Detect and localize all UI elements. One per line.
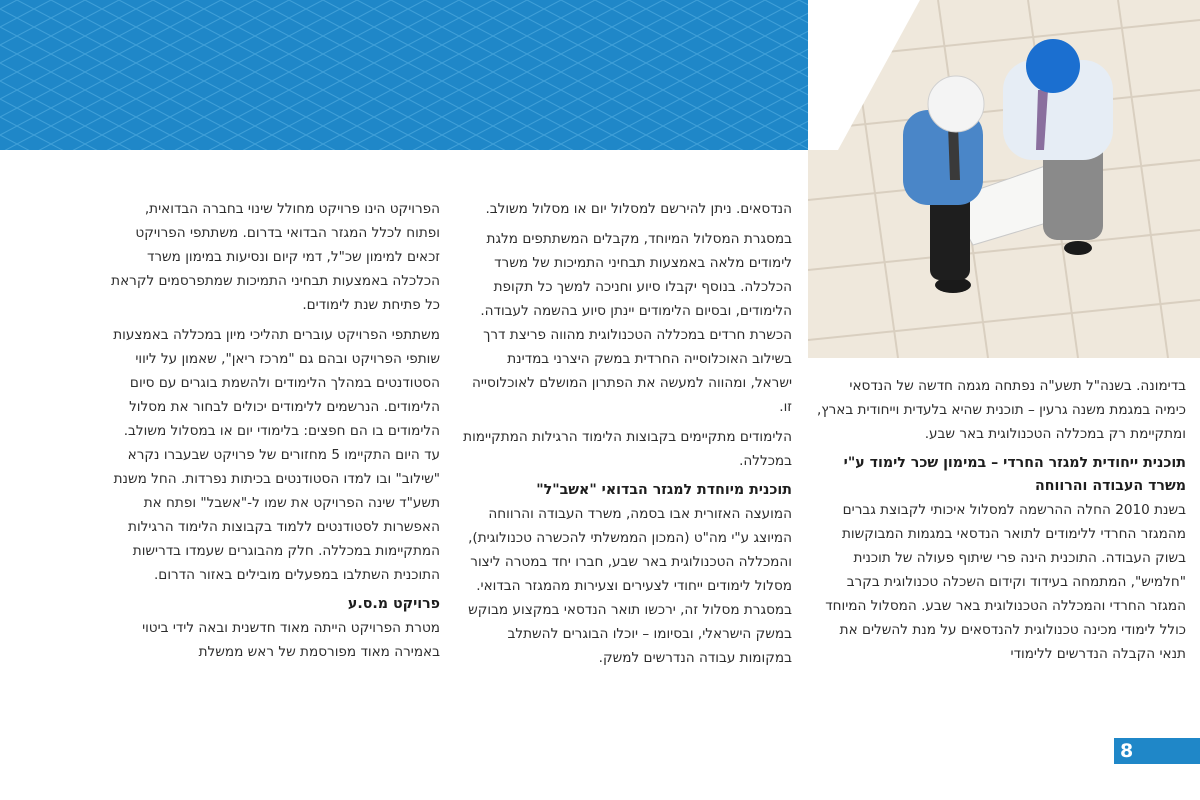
paragraph: במסגרת המסלול המיוחד, מקבלים המשתתפים מלגת לימודים מלאה באמצעות תבחיני התמיכות של משרד הכלכלה. בנוסף יקבלו סיוע וחניכה למשך כל תקופת הלימודים, ובסיום הלימודים יינתן סיוע בהשמה לעבודה. הכשרת חרדים במכללה הטכנולוגית מהווה פריצת דרך בשילוב האוכלוסייה החרדית במשק היצרני במדינת ישראל, ומהווה למעשה את הפתרון המושלם לאוכלוסייה זו. <box>471 231 792 415</box>
middle-column <box>462 197 792 676</box>
paragraph: הלימודים מתקיימים בקבוצות הלימוד הרגילות המתקיימות במכללה. <box>463 429 792 469</box>
section-heading: פרויקט מ.ס.ע <box>347 596 440 612</box>
engineers-photo <box>808 0 1200 358</box>
paragraph: משתתפי הפרויקט עוברים תהליכי מיון במכללה באמצעות שותפי הפרויקט ובהם גם "מרכז ריאן", שאמון על ליווי הסטודנטים במהלך הלימודים ולהשמת בוגרים עם סיום הלימודים. הנרשמים ללימודים יכולים לבחור את מסלול הלימודים בו הם חפצים: בלימודי יום או במסלול משולב. עד היום התקיימו 5 מחזורים של פרויקט שבעברו נקרא "שילוב" ובו למדו הסטודנטים בכיתות נפרדות. החל משנת תשע"ד שינה הפרויקט את שמו ל-"אשבל" ופתח את האפשרות לסטודנטים ללמוד בקבוצות הלימוד הרגילות המתקיימות במכללה. חלק מהבוגרים שעמדו בדרישות התוכנית השתלבו במפעלים מובילים באזור הדרום. <box>113 327 440 583</box>
paragraph: בשנת 2010 החלה ההרשמה למסלול איכותי לקבוצת גברים מהמגזר החרדי ללימודים לתואר הנדסאי במגמות המבוקשות בשוק העבודה. התוכנית הינה פרי שיתוף פעולה של תוכנית "חלמיש", המתמחה בעידוד וקידום השכלה טכנולוגית בקרב המגזר החרדי והמכללה הטכנולוגית באר שבע. המסלול המיוחד כולל לימודי מכינה טכנולוגית להנדסאים על מנת להשלים את תנאי הקבלה הנדרשים ללימודי <box>825 502 1186 662</box>
paragraph: הפרויקט הינו פרויקט מחולל שינוי בחברה הבדואית, ופתוח לכלל המגזר הבדואי בדרום. משתתפי הפרויקט זכאים למימון שכ"ל, דמי קיום ונסיעות במימון משרד הכלכלה באמצעות תבחיני התמיכות שמתפרסמים לקראת כל פתיחת שנת לימודים. <box>111 201 440 313</box>
paragraph: המועצה האזורית אבו בסמה, משרד העבודה והרווחה המיוצג ע"י מה"ט (המכון הממשלתי להכשרה טכנולוגית), והמכללה הטכנולוגית באר שבע, חברו יחד במטרה ליצור מסלול לימודים ייחודי לצעירים וצעירות מהמגזר הבדואי. במסגרת מסלול זה, ירכשו תואר הנדסאי במקצוע מבוקש במשק הישראלי, ובסיומו – יוכלו הבוגרים להשתלב במקומות עבודה הנדרשים למשק. <box>468 506 792 666</box>
left-column <box>108 197 440 670</box>
paragraph: בדימונה. בשנה"ל תשע"ה נפתחה מגמה חדשה של הנדסאי כימיה במגמת משנה גרעין – תוכנית שהיא בלעדית וייחודית בארץ, ומתקיימת רק במכללה הטכנולוגית באר שבע. <box>816 378 1186 442</box>
header-banner <box>0 0 900 150</box>
section-heading: תוכנית ייחודית למגזר החרדי – במימון שכר לימוד ע"י משרד העבודה והרווחה <box>843 455 1186 494</box>
paragraph: הנדסאים. ניתן להירשם למסלול יום או מסלול משולב. <box>485 201 792 217</box>
section-heading: תוכנית מיוחדת למגזר הבדואי "אשב"ל" <box>536 482 792 498</box>
right-column <box>814 374 1186 672</box>
paragraph: מטרת הפרויקט הייתה מאוד חדשנית ובאה לידי ביטוי באמירה מאוד מפורסמת של ראש ממשלת <box>142 620 440 660</box>
page-number: 8 <box>1120 740 1134 762</box>
banner-pattern <box>0 0 900 150</box>
